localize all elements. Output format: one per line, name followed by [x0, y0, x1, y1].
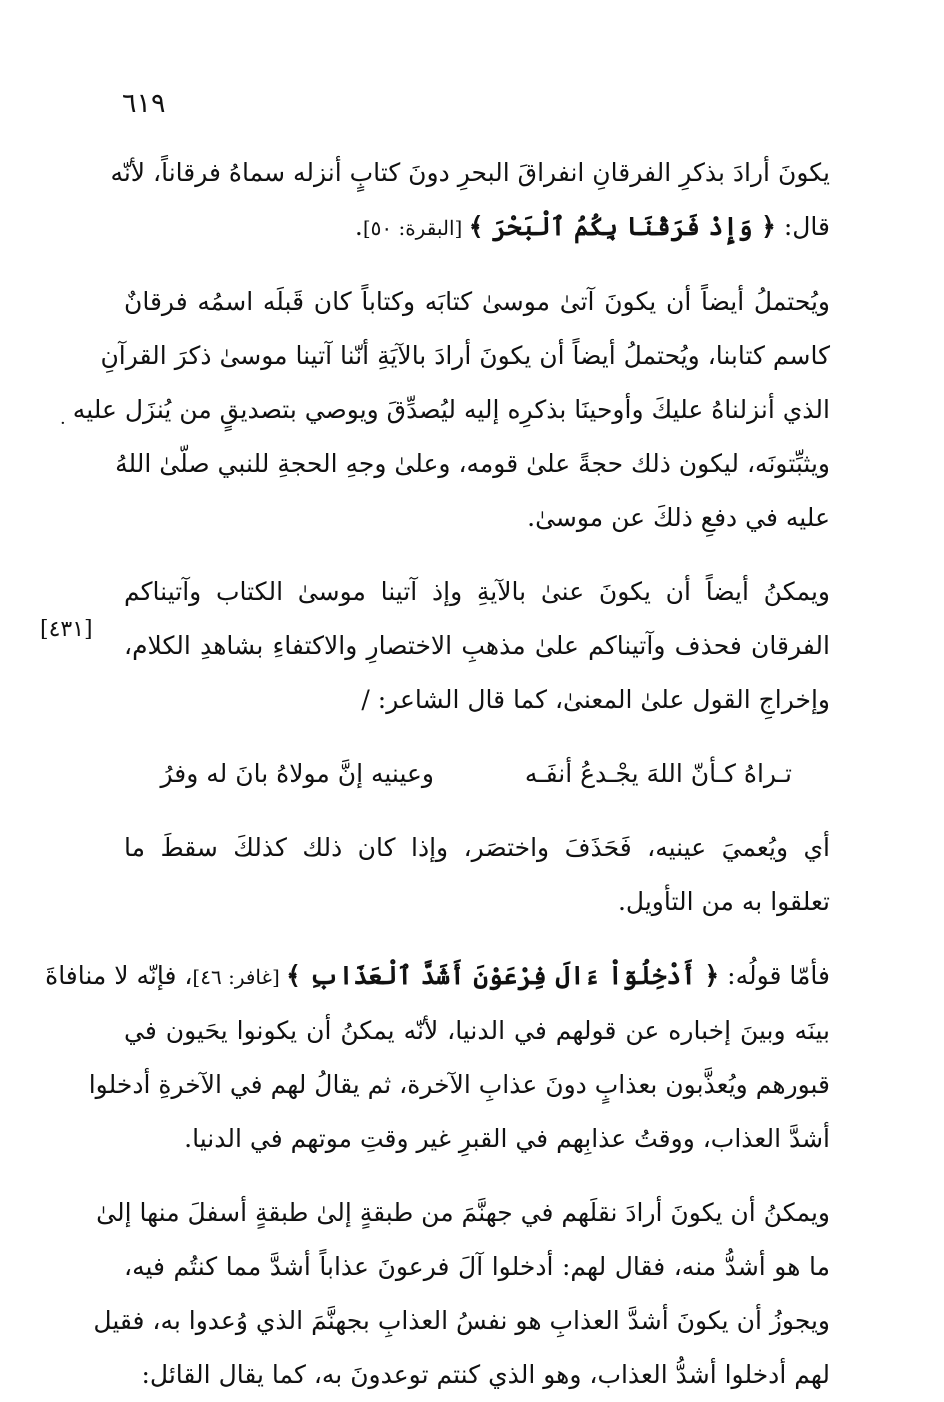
- text-line: تعلقوا به من التأويل.: [617, 887, 830, 916]
- text-segment: قال:: [775, 212, 830, 241]
- verse-first-hemistich: تـراهُ كـأنّ اللهَ يجْـدعُ أنفَـه: [524, 759, 792, 788]
- text-line: بينَه وبينَ إخباره عن قولهم في الدنيا، لأنّه يمكنُ أن يكونوا يحَيون في: [124, 1016, 830, 1045]
- text-line: يكونَ أرادَ بذكرِ الفرقانِ انفراقَ البحرِ دونَ كتابٍ أنزله سماهُ فرقاناً، لأنّه: [110, 158, 830, 187]
- paragraph: [45, 949, 830, 1166]
- text-line: وإخراجِ القول علىٰ المعنىٰ، كما قال الشاعر: /: [361, 685, 830, 714]
- text-line: ويجوزُ أن يكونَ أشدَّ العذابِ هو نفسُ العذابِ بجهنَّمَ الذي وُعدوا به، فقيل: [93, 1306, 830, 1335]
- poem-verse: [124, 747, 830, 801]
- text-line: ما هو أشدُّ منه، فقال لهم: أدخلوا آلَ فرعونَ عذاباً أشدَّ مما كنتُم فيه،: [124, 1252, 830, 1281]
- quran-citation: ﴿ وَإِذْ فَرَقْنَا بِكُمُ ٱلْبَحْرَ ﴾: [468, 212, 776, 241]
- text-line: ويمكنُ أن يكونَ أرادَ نقلَهم في جهنَّمَ من طبقةٍ إلىٰ طبقةٍ أسفلَ منها إلىٰ: [96, 1198, 830, 1227]
- text-line: الذي أنزلناهُ عليكَ وأوحينَا بذكرِه إليه ليُصدِّقَ ويوصي بتصديقٍ من يُنزَل عليه: [72, 395, 830, 424]
- text-segment: .: [354, 212, 363, 241]
- margin-reference: [٤٣١]: [40, 617, 93, 642]
- text-line: [45, 949, 830, 1004]
- text-line: ويُحتملُ أيضاً أن يكونَ آتىٰ موسىٰ كتابَه وكتاباً كان قَبلَه اسمُه فرقانٌ: [124, 287, 830, 316]
- text-line: كاسم كتابنا، ويُحتملُ أيضاً أن يكونَ أرادَ بالآيَةِ أنّنا آتينا موسىٰ ذكرَ القرآنِ: [100, 341, 830, 370]
- paragraph: [93, 1186, 830, 1402]
- text-line: عليه في دفعِ ذلكَ عن موسىٰ.: [527, 503, 830, 532]
- margin-mark: ·: [60, 413, 66, 434]
- text-line: [124, 200, 830, 255]
- paragraph: [124, 565, 830, 727]
- text-segment: ، فإنّه لا منافاةَ: [45, 961, 193, 990]
- text-line: أشدَّ العذاب، ووقتُ عذابِهم في القبرِ غير وقتِ موتهم في الدنيا.: [184, 1124, 830, 1153]
- text-line: ويثبِّتونَه، ليكون ذلك حجةً علىٰ قومه، وعلىٰ وجهِ الحجةِ للنبي صلّىٰ اللهُ: [115, 449, 830, 478]
- text-line: قبورهم ويُعذَّبون بعذابٍ دونَ عذابِ الآخرة، ثم يقالُ لهم في الآخرةِ أدخلوا: [88, 1070, 830, 1099]
- paragraph: [110, 146, 830, 255]
- text-line: أي ويُعميَ عينيه، فَحَذَفَ واختصَر، وإذا كان ذلك كذلكَ سقطَ ما: [124, 833, 830, 862]
- text-line: الفرقان فحذف وآتيناكم علىٰ مذهبِ الاختصارِ والاكتفاءِ بشاهدِ الكلام،: [124, 631, 830, 660]
- text-segment: فأمّا قولُه:: [719, 961, 830, 990]
- paragraph: [72, 275, 830, 545]
- quran-citation: ﴿ أَدْخِلُوٓاْ ءَالَ فِرْعَوْنَ أَشَدَّ ٱلْعَذَابِ ﴾: [286, 961, 720, 990]
- verse-second-hemistich: وعينيه إنَّ مولاهُ بانَ له وفرُ: [160, 759, 434, 788]
- paragraph: [124, 821, 830, 929]
- surah-reference: [غافر: ٤٦]: [192, 965, 287, 989]
- text-line: لهم أدخلوا أشدُّ العذاب، وهو الذي كنتم توعدونَ به، كما يقال القائل:: [141, 1360, 830, 1389]
- text-line: ويمكنُ أيضاً أن يكونَ عنىٰ بالآيةِ وإذ آتينا موسىٰ الكتاب وآتيناكم: [124, 577, 830, 606]
- surah-reference: [البقرة: ٥٠]: [362, 216, 469, 240]
- page-number: ٦١٩: [122, 88, 166, 119]
